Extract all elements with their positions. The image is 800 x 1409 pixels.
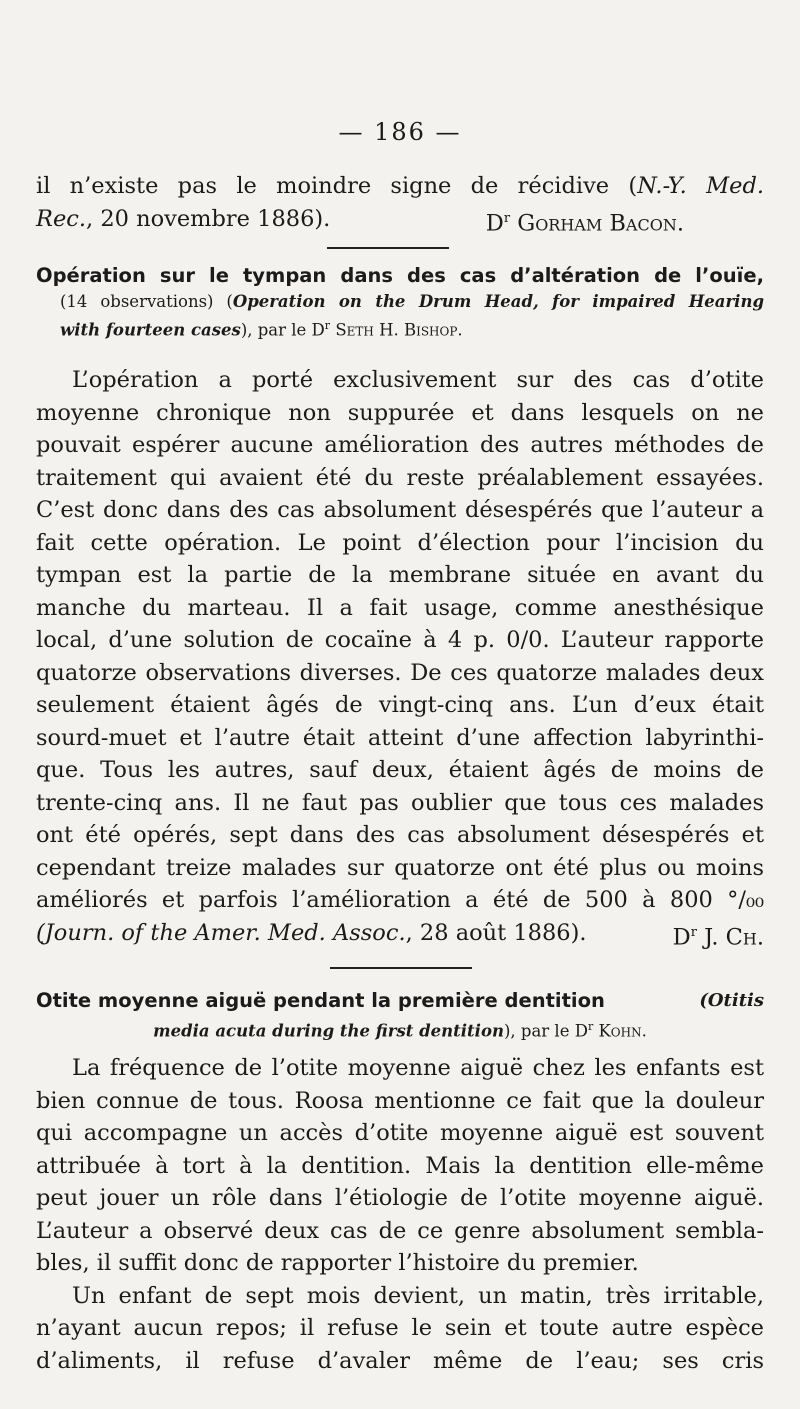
section-divider [330,967,472,969]
text-line: La fréquence de l’otite moyenne aiguë chez les enfants est [72,1055,764,1081]
text-line: Un enfant de sept mois devient, un matin, très irritable, [72,1282,764,1309]
intro-paragraph [36,170,764,235]
section-otite-body [36,1052,764,1377]
text-line: bien connue de tous. Roosa mentionne ce fait que la douleur [36,1087,764,1114]
text-line: que. Tous les autres, sauf deux, étaient âgés de moins de [36,757,764,783]
text-line: tympan est la partie de la membrane située en avant du [36,562,764,588]
text-line: pouvait espérer aucune amélioration des autres méthodes de [36,432,764,458]
page-number: — 186 — [338,118,462,146]
section-heading: Otite moyenne aiguë pendant la première dentition (Otitis [36,989,764,1012]
text-line: moyenne chronique non suppurée et dans lesquels on ne [36,399,764,426]
text-line: bles, il suffit donc de rapporter l’histoire du premier. [36,1250,639,1276]
signature: $D^r$ Gorham Bacon. [485,210,684,236]
section-otite [36,987,764,1039]
signature: $D^r$ J. Ch. [672,924,764,950]
text-line: cependant treize malades sur quatorze ont été plus ou moins [36,854,764,881]
text-line: attribuée à tort à la dentition. Mais la dentition elle-même [36,1152,764,1179]
section-heading: Opération sur le tympan dans des cas d’altération de l’ouïe, [36,264,764,287]
text-line: Rec., 20 novembre 1886). $D^r$ Gorham Bacon. [36,203,764,236]
text-line: manche du marteau. Il a fait usage, comme anesthésique [36,594,764,621]
section-tympan-body [36,364,764,949]
section-tympan [36,262,764,338]
text-line: seulement étaient âgés de vingt-cinq ans. L’un d’eux était [36,692,764,718]
text-line: sourd-muet et l’autre était atteint d’une affection labyrinthi- [36,724,764,751]
text-line: ont été opérés, sept dans des cas absolument désespérés et [36,822,764,848]
text-line: C’est donc dans des cas absolument désespérés que l’auteur a [36,497,764,523]
text-line: trente-cinq ans. Il ne faut pas oublier que tous ces malades [36,789,764,816]
section-divider [327,247,449,249]
text-line: n’ayant aucun repos; il refuse le sein et toute autre espèce [36,1315,764,1341]
text-line: quatorze observations diverses. De ces quatorze malades deux [36,659,764,686]
section-subheading: with fourteen cases), par le $D^r$ Seth H. Bishop. [60,319,463,340]
text-line: améliorés et parfois l’amélioration a été de 500 à 800 °/₀₀ [36,887,764,913]
section-subheading: media acuta during the first dentition), par le $D^r$ Kohn. [153,1020,647,1041]
text-line: traitement qui avaient été du reste préalablement essayées. [36,464,764,491]
section-subheading: (14 observations) (Operation on the Drum Head, for impaired Hearing [60,292,764,311]
text-line: il n’existe pas le moindre signe de récidive (N.-Y. Med. [36,173,765,199]
text-line: qui accompagne un accès d’otite moyenne aiguë est souvent [36,1120,764,1146]
text-line: peut jouer un rôle dans l’étiologie de l’otite moyenne aiguë. [36,1185,764,1211]
text-line: d’aliments, il refuse d’avaler même de l’eau; ses cris [36,1347,764,1374]
text-line: L’opération a porté exclusivement sur des cas d’otite [72,367,764,393]
text-line: fait cette opération. Le point d’élection pour l’incision du [36,529,764,556]
text-line: L’auteur a observé deux cas de ce genre absolument sembla- [36,1217,764,1244]
text-line: (Journ. of the Amer. Med. Assoc., 28 août 1886). $D^r$ J. Ch. [36,917,764,950]
text-line: local, d’une solution de cocaïne à 4 p. 0/0. L’auteur rapporte [36,627,764,653]
